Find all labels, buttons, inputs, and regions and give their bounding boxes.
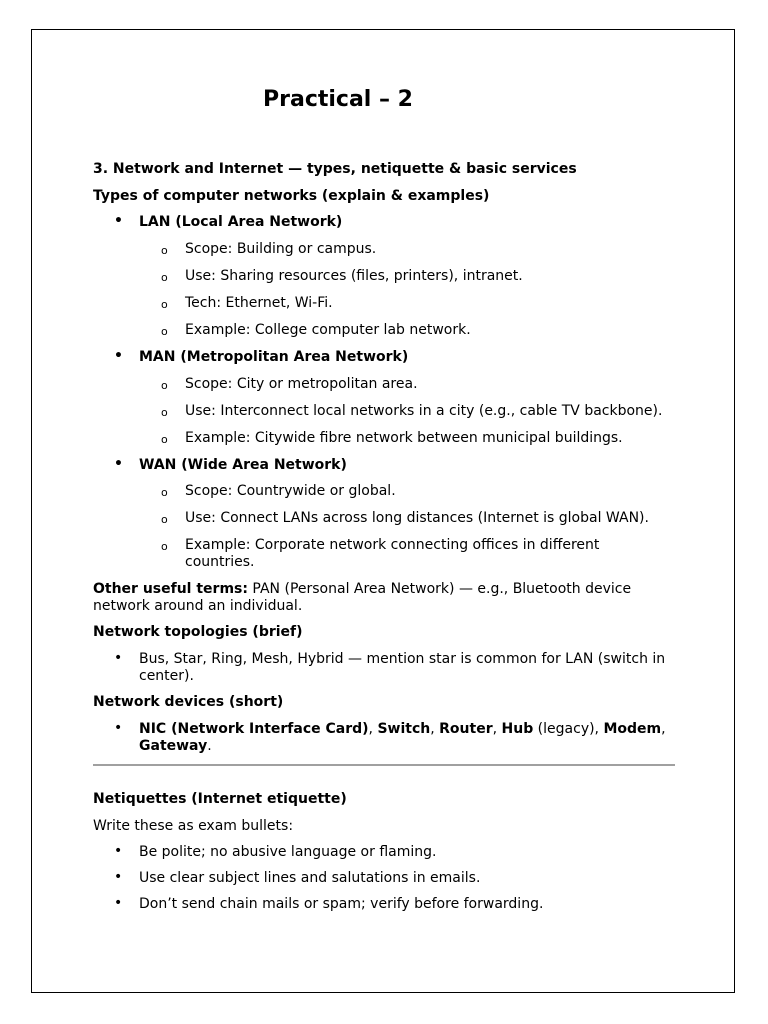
devices-list-item — [114, 720, 679, 755]
types-heading: Types of computer networks (explain & examples) — [93, 188, 490, 204]
list-item — [161, 430, 623, 447]
device-gateway: Gateway — [139, 738, 208, 754]
list-item — [161, 403, 663, 420]
list-item-text: Use: Sharing resources (files, printers), intranet. — [185, 268, 523, 284]
page-title: Practical – 2 — [263, 87, 413, 112]
sub-marker: o — [161, 486, 168, 499]
list-item-text: Scope: City or metropolitan area. — [185, 376, 418, 392]
separator: , — [661, 721, 666, 737]
list-item-text: Example: College computer lab network. — [185, 322, 471, 338]
sub-marker: o — [161, 298, 168, 311]
period: . — [207, 738, 212, 754]
list-item — [114, 843, 437, 861]
list-item — [114, 650, 677, 685]
bullet-marker: • — [114, 895, 123, 911]
bullet-man — [114, 348, 409, 366]
bullet-marker: • — [114, 213, 123, 229]
list-item-text: Use: Interconnect local networks in a city (e.g., cable TV backbone). — [185, 403, 663, 419]
lan-label: LAN (Local Area Network) — [139, 214, 343, 230]
horizontal-rule — [93, 764, 675, 766]
sub-marker: o — [161, 244, 168, 257]
list-item-text: Bus, Star, Ring, Mesh, Hybrid — mention star is common for LAN (switch in center). — [139, 651, 666, 684]
list-item-text: Be polite; no abusive language or flaming. — [139, 844, 437, 860]
other-terms-paragraph — [93, 581, 653, 615]
topologies-heading: Network topologies (brief) — [93, 624, 303, 640]
bullet-lan — [114, 213, 343, 231]
bullet-marker: • — [114, 650, 123, 666]
bullet-marker: • — [114, 348, 123, 364]
list-item — [114, 869, 481, 887]
list-item-text: Don’t send chain mails or spam; verify before forwarding. — [139, 896, 544, 912]
sub-marker: o — [161, 379, 168, 392]
list-item-text: Scope: Countrywide or global. — [185, 483, 396, 499]
list-item-text: Use clear subject lines and salutations in emails. — [139, 870, 481, 886]
list-item — [161, 241, 377, 258]
sub-marker: o — [161, 271, 168, 284]
bullet-marker: • — [114, 843, 123, 859]
bullet-marker: • — [114, 720, 123, 736]
separator: , — [430, 721, 440, 737]
list-item-text: Tech: Ethernet, Wi-Fi. — [185, 295, 333, 311]
other-terms-label: Other useful terms: — [93, 581, 248, 597]
list-item — [161, 510, 649, 527]
bullet-wan — [114, 456, 347, 474]
list-item — [161, 376, 418, 393]
separator: , — [368, 721, 378, 737]
list-item — [161, 268, 523, 285]
list-item — [114, 895, 544, 913]
man-label: MAN (Metropolitan Area Network) — [139, 349, 409, 365]
netiquettes-heading: Netiquettes (Internet etiquette) — [93, 791, 347, 807]
sub-marker: o — [161, 406, 168, 419]
device-nic: NIC (Network Interface Card) — [139, 721, 369, 737]
netiquettes-intro: Write these as exam bullets: — [93, 818, 294, 834]
device-router: Router — [439, 721, 493, 737]
hub-note: (legacy), — [533, 721, 604, 737]
list-item-text: Example: Citywide fibre network between municipal buildings. — [185, 430, 623, 446]
sub-marker: o — [161, 433, 168, 446]
list-item — [161, 483, 396, 500]
sub-marker: o — [161, 325, 168, 338]
bullet-marker: • — [114, 456, 123, 472]
device-switch: Switch — [377, 721, 431, 737]
other-terms-text: PAN (Personal Area Network) — e.g., Bluetooth device network around an individual. — [93, 581, 632, 614]
section-heading: 3. Network and Internet — types, netiquette & basic services — [93, 161, 577, 177]
list-item — [161, 537, 625, 571]
bullet-marker: • — [114, 869, 123, 885]
sub-marker: o — [161, 513, 168, 526]
sub-marker: o — [161, 540, 168, 553]
devices-heading: Network devices (short) — [93, 694, 284, 710]
list-item — [161, 322, 471, 339]
list-item-text: Example: Corporate network connecting offices in different countries. — [185, 537, 600, 570]
device-modem: Modem — [603, 721, 662, 737]
list-item-text: Use: Connect LANs across long distances (Internet is global WAN). — [185, 510, 649, 526]
wan-label: WAN (Wide Area Network) — [139, 457, 347, 473]
separator: , — [492, 721, 502, 737]
list-item — [161, 295, 333, 312]
list-item-text: Scope: Building or campus. — [185, 241, 377, 257]
device-hub: Hub — [501, 721, 534, 737]
